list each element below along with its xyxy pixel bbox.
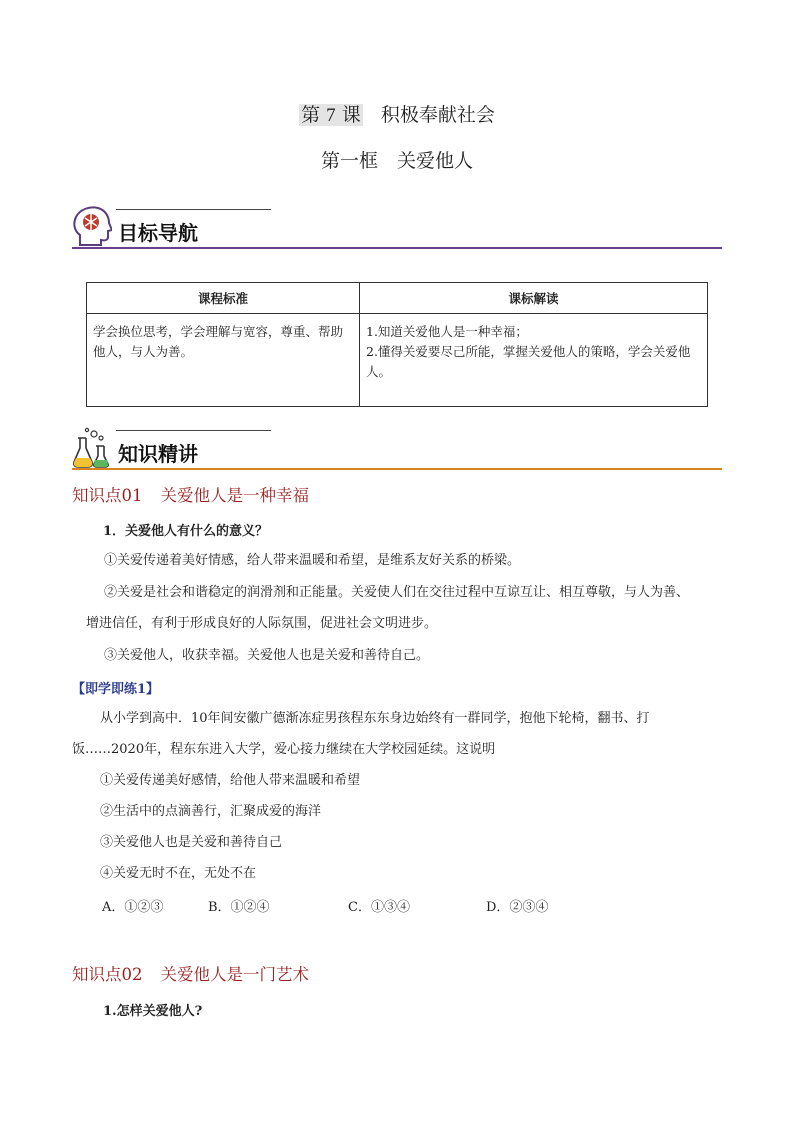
exercise-choice-2: ②生活中的点滴善行，汇聚成爱的海洋 — [100, 804, 322, 819]
meaning-point-2: ②关爱是社会和谐稳定的润滑剂和正能量。关爱使人们在交往过程中互谅互让、相互尊敬，与人为善、 — [104, 585, 690, 600]
knowledge-point-1-question: 1．关爱他人有什么的意义？ — [103, 524, 269, 539]
lesson-name: 积极奉献社会 — [380, 104, 495, 126]
knowledge-point-2-title: 关爱他人是一门艺术 — [160, 965, 309, 984]
lesson-title — [0, 100, 794, 127]
table-row — [87, 314, 708, 407]
knowledge-point-2-label: 知识点02 — [72, 965, 143, 984]
exercise-choice-3: ③关爱他人也是关爱和善待自己 — [100, 835, 283, 850]
table-cell-interpretation — [360, 314, 708, 407]
flask-icon — [72, 426, 112, 468]
interpretation-item-2: 2.懂得关爱要尽己所能，掌握关爱他人的策略，学会关爱他人。 — [366, 344, 691, 379]
knowledge-point-2-question: 1.怎样关爱他人? — [103, 1004, 203, 1019]
section-divider-short — [116, 209, 271, 210]
interpretation-item-1: 1.知道关爱他人是一种幸福； — [366, 324, 528, 339]
brain-head-icon — [72, 205, 112, 247]
exercise-tag: 【即学即练1】 — [72, 682, 160, 697]
knowledge-point-1-label: 知识点01 — [72, 486, 143, 505]
lesson-number-label: 第 7 课 — [301, 104, 361, 126]
knowledge-point-1-heading — [72, 482, 309, 506]
exercise-stem-line-1: 从小学到高中．10年间安徽广德渐冻症男孩程东东身边始终有一群同学，抱他下轮椅，翻书、打 — [100, 711, 650, 726]
table-header-row — [87, 283, 708, 314]
section-knowledge-underline — [72, 468, 722, 470]
answer-option-a[interactable]: A．①②③ — [102, 900, 164, 915]
course-standard-table — [86, 282, 708, 407]
table-header-standard: 课程标准 — [87, 283, 360, 314]
meaning-point-3: ③关爱他人，收获幸福。关爱他人也是关爱和善待自己。 — [104, 648, 430, 663]
answer-option-d[interactable]: D．②③④ — [486, 900, 549, 915]
knowledge-point-1-title: 关爱他人是一种幸福 — [160, 486, 309, 505]
exercise-stem-line-2: 饭……2020年，程东东进入大学，爱心接力继续在大学校园延续。这说明 — [72, 742, 496, 757]
exercise-choice-1: ①关爱传递美好感情，给他人带来温暖和希望 — [100, 773, 361, 788]
exercise-choice-4: ④关爱无时不在，无处不在 — [100, 866, 257, 881]
meaning-point-1: ①关爱传递着美好情感，给人带来温暖和希望，是维系友好关系的桥梁。 — [104, 553, 521, 568]
section-goals-underline — [72, 247, 722, 249]
answer-option-c[interactable]: C．①③④ — [348, 900, 410, 915]
meaning-point-2-continued: 增进信任，有利于形成良好的人际氛围，促进社会文明进步。 — [86, 616, 438, 631]
section-goals-header — [72, 205, 722, 249]
table-header-interpretation: 课标解读 — [360, 283, 708, 314]
section-divider-short — [116, 430, 271, 431]
section-goals-title: 目标导航 — [118, 221, 198, 245]
table-cell-standard: 学会换位思考，学会理解与宽容，尊重、帮助他人，与人为善。 — [87, 314, 360, 407]
section-knowledge-header — [72, 426, 722, 470]
sub-title: 第一框 关爱他人 — [320, 150, 473, 172]
answer-option-b[interactable]: B．①②④ — [208, 900, 270, 915]
section-knowledge-title: 知识精讲 — [118, 442, 198, 466]
knowledge-point-2-heading — [72, 961, 309, 985]
